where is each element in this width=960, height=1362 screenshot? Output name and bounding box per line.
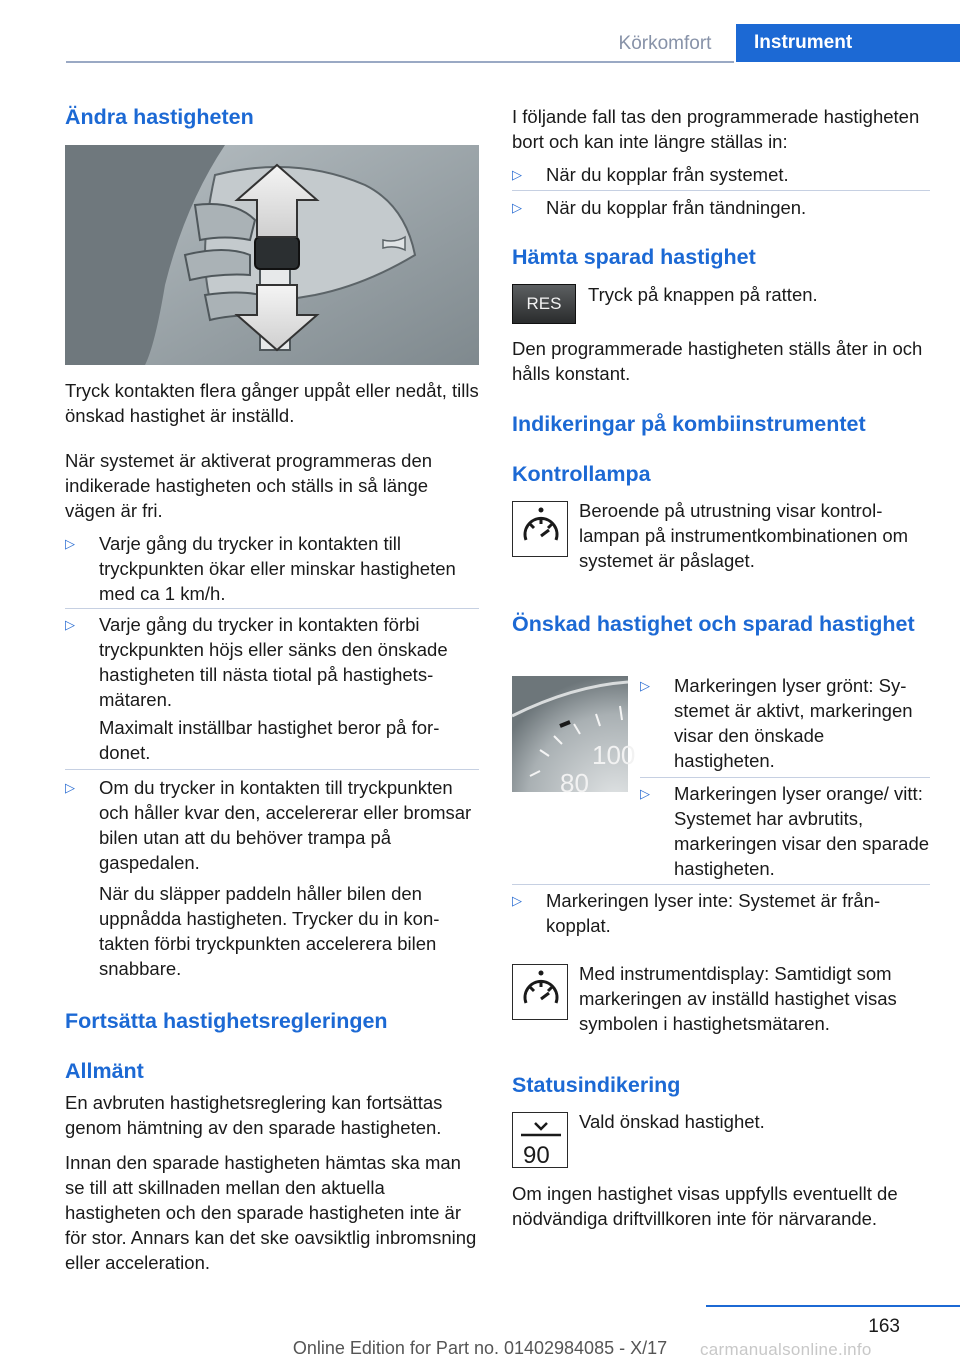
list-separator	[512, 884, 930, 885]
bullet-arrow-icon: ▷	[65, 536, 75, 551]
res-button: RES	[512, 284, 576, 324]
page-header	[0, 0, 960, 62]
list-item-text: När du kopplar från tändningen.	[546, 197, 807, 218]
list-separator	[65, 608, 479, 609]
bullet-arrow-icon: ▷	[512, 893, 522, 908]
heading-retrieve-speed: Hämta sparad hastighet	[512, 245, 756, 269]
heading-general: Allmänt	[65, 1059, 144, 1083]
bullet-arrow-icon: ▷	[65, 780, 75, 795]
tab-instrument[interactable]: Instrument	[736, 24, 960, 62]
footer-edition: Online Edition for Part no. 01402984085 - X/17	[292, 1338, 668, 1358]
gauge-label-100: 100	[592, 740, 636, 770]
cruise-control-lamp-icon	[512, 501, 568, 557]
gauge-label-80: 80	[560, 768, 589, 798]
list-item	[65, 531, 479, 606]
page-number: 163	[868, 1316, 900, 1337]
list-item-text: Markeringen lyser grönt: Systemet är aktivt, markeringen visar den önskade hastigheten.	[674, 675, 913, 771]
lamp-description: Beroende på utrustning visar kontrollampan på instrumentkombinationen om systemet är påslaget.	[579, 500, 909, 571]
status-speed-value: 90	[523, 1142, 550, 1169]
speedometer-marker-illustration	[512, 676, 636, 798]
list-separator	[65, 769, 479, 770]
steering-wheel-switch-illustration	[65, 145, 479, 365]
res-instruction: Tryck på knappen på ratten.	[588, 284, 818, 305]
list-item-note: När du släpper paddeln håller bilen den uppnådda hastigheten. Trycker du in kontakten förbi tryckpunkten accelerera bilen snabbare.	[99, 883, 440, 979]
list-item-text: Varje gång du trycker in kontakten till tryckpunkten ökar eller minskar hastigheten med ca 1 km/h.	[99, 533, 456, 604]
heading-desired-speed: Önskad hastighet och sparad hastighet	[512, 612, 915, 636]
list-item-text: Markeringen lyser inte: Systemet är frånkopplat.	[546, 890, 881, 936]
tab-korkomfort[interactable]: Körkomfort	[618, 33, 712, 54]
watermark: carmanualsonline.info	[700, 1340, 872, 1359]
bullet-arrow-icon: ▷	[512, 167, 522, 182]
bullet-arrow-icon: ▷	[640, 678, 650, 693]
heading-status-indication: Statusindikering	[512, 1073, 681, 1097]
heading-indications: Indikeringar på kombiinstrumentet	[512, 412, 866, 436]
paragraph-cleared-cases: I följande fall tas den programmerade hastigheten bort och kan inte längre ställas in:	[512, 106, 920, 152]
paragraph-system-active: När systemet är aktiverat programmeras den indikerade hastigheten och ställs in så länge vägen är fri.	[65, 450, 433, 521]
paragraph-no-speed: Om ingen hastighet visas uppfylls eventuellt de nödvändiga driftvillkoren inte för närvarande.	[512, 1183, 898, 1229]
display-description: Med instrumentdisplay: Samtidigt som markeringen av inställd hastighet visas symbolen i hastighetsmätaren.	[579, 963, 897, 1034]
heading-change-speed: Ändra hastigheten	[65, 105, 254, 129]
list-item	[65, 775, 479, 985]
list-item-text: Varje gång du trycker in kontakten förbi tryckpunkten höjs eller sänks den önskade hastigheten till nästa tiotal på hastighetsmätaren.	[99, 614, 448, 710]
heading-continue-cruise: Fortsätta hastighetsregleringen	[65, 1009, 388, 1033]
paragraph-resume-info: En avbruten hastighetsreglering kan fortsättas genom hämtning av den sparade hastigheten.	[65, 1092, 443, 1138]
paragraph-press-contact: Tryck kontakten flera gånger uppåt eller nedåt, tills önskad hastighet är inställd.	[65, 380, 479, 426]
list-separator	[640, 777, 930, 778]
list-item	[512, 162, 930, 187]
cruise-control-display-icon	[512, 964, 568, 1020]
paragraph-res-result: Den programmerade hastigheten ställs åter in och hålls konstant.	[512, 338, 923, 384]
heading-indicator-lamp: Kontrollampa	[512, 462, 651, 486]
bullet-arrow-icon: ▷	[65, 617, 75, 632]
status-description: Vald önskad hastighet.	[579, 1111, 765, 1132]
status-90-icon	[512, 1112, 568, 1168]
footer-rule	[706, 1305, 960, 1307]
list-item	[512, 888, 930, 938]
list-item	[65, 612, 479, 762]
speedometer-image	[512, 676, 636, 798]
steering-wheel-image	[65, 145, 479, 365]
bullet-arrow-icon: ▷	[640, 786, 650, 801]
list-item	[640, 781, 930, 881]
paragraph-warning: Innan den sparade hastigheten hämtas ska man se till att skillnaden mellan den aktuella hastigheten och den sparade hastigheten inte är för stor. Annars kan det ske oavsiktlig inbromsning eller acceleration.	[65, 1152, 477, 1273]
list-item	[512, 195, 930, 220]
list-item-note: Maximalt inställbar hastighet beror på fordonet.	[99, 717, 440, 763]
bullet-arrow-icon: ▷	[512, 200, 522, 215]
list-item-text: Markeringen lyser orange/ vitt: Systemet har avbrutits, markeringen visar den sparade hastigheten.	[674, 783, 930, 879]
list-item-text: Om du trycker in kontakten till tryckpunkten och håller kvar den, accelererar eller bromsar bilen utan att du behöver trampa på gaspedalen.	[99, 777, 472, 873]
list-item	[640, 673, 930, 773]
list-separator	[512, 190, 930, 191]
list-item-text: När du kopplar från systemet.	[546, 164, 789, 185]
